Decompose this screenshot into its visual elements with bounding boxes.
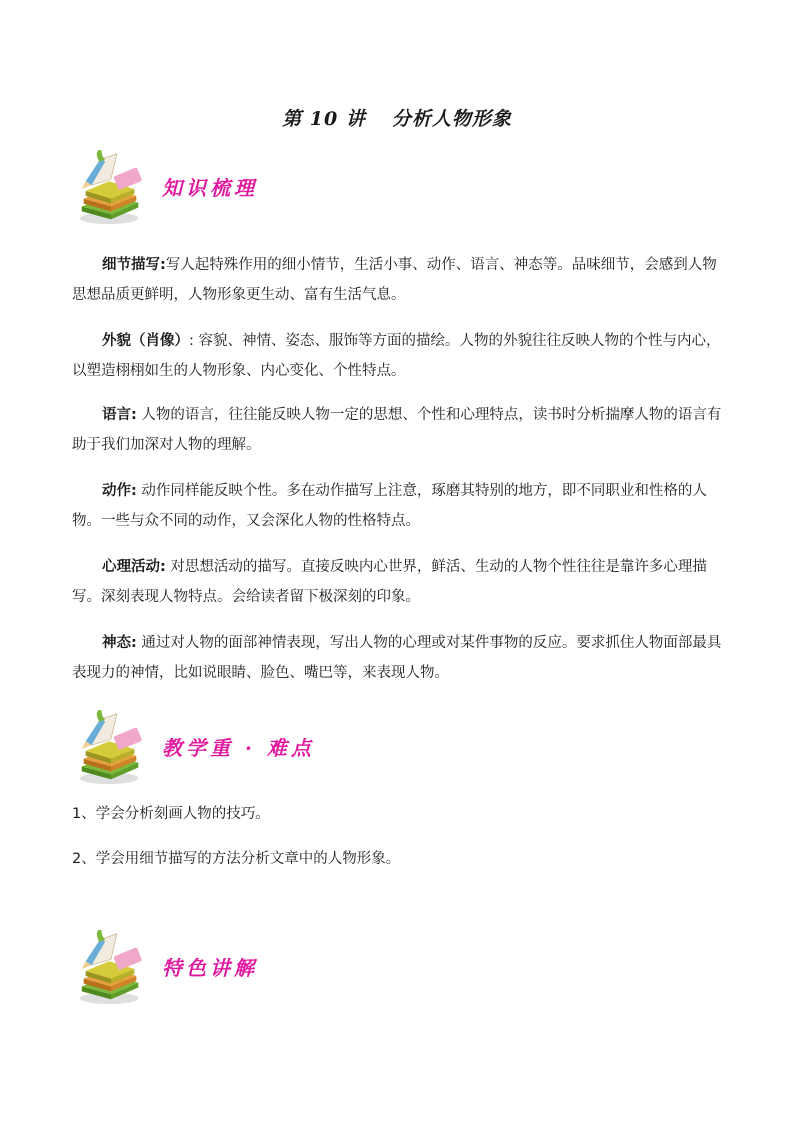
section-heading-focus (72, 710, 472, 790)
knowledge-item: 神态: 通过对人物的面部神情表现，写出人物的心理或对某件事物的反应。要求抓住人物面部最具表现力的神情，比如说眼睛、脸色、嘴巴等，来表现人物。 (72, 635, 722, 681)
knowledge-item: 细节描写:写人起特殊作用的细小情节，生活小事、动作、语言、神态等。品味细节，会感到人物思想品质更鲜明，人物形象更生动、富有生活气息。 (72, 257, 717, 303)
title-lecture-number: 第 10 讲 (282, 108, 366, 130)
knowledge-item: 动作: 动作同样能反映个性。多在动作描写上注意，琢磨其特别的地方，即不同职业和性格的人物。一些与众不同的动作，又会深化人物的性格特点。 (72, 483, 707, 529)
title-topic: 分析人物形象 (391, 108, 512, 130)
pencil-books-icon (72, 930, 150, 1008)
section-label: 教学重 · 难点 (162, 736, 315, 760)
section-heading-knowledge (72, 150, 472, 230)
section-label: 知识梳理 (162, 176, 258, 200)
pencil-books-icon (72, 710, 150, 788)
section-label: 特色讲解 (162, 956, 258, 980)
pencil-books-icon (72, 150, 150, 228)
goal-item: 2、学会用细节描写的方法分析文章中的人物形象。 (72, 851, 401, 867)
knowledge-item: 外貌（肖像）: 容貌、神情、姿态、服饰等方面的描绘。人物的外貌往往反映人物的个性与内心，以塑造栩栩如生的人物形象、内心变化、个性特点。 (72, 333, 721, 379)
page-title (0, 104, 794, 131)
section-heading-explain (72, 930, 472, 1010)
knowledge-item: 心理活动: 对思想活动的描写。直接反映内心世界，鲜活、生动的人物个性往往是靠许多心理描写。深刻表现人物特点。会给读者留下极深刻的印象。 (72, 559, 707, 605)
knowledge-item: 语言: 人物的语言，往往能反映人物一定的思想、个性和心理特点，读书时分析揣摩人物的语言有助于我们加深对人物的理解。 (72, 407, 722, 453)
goal-item: 1、学会分析刻画人物的技巧。 (72, 806, 270, 822)
